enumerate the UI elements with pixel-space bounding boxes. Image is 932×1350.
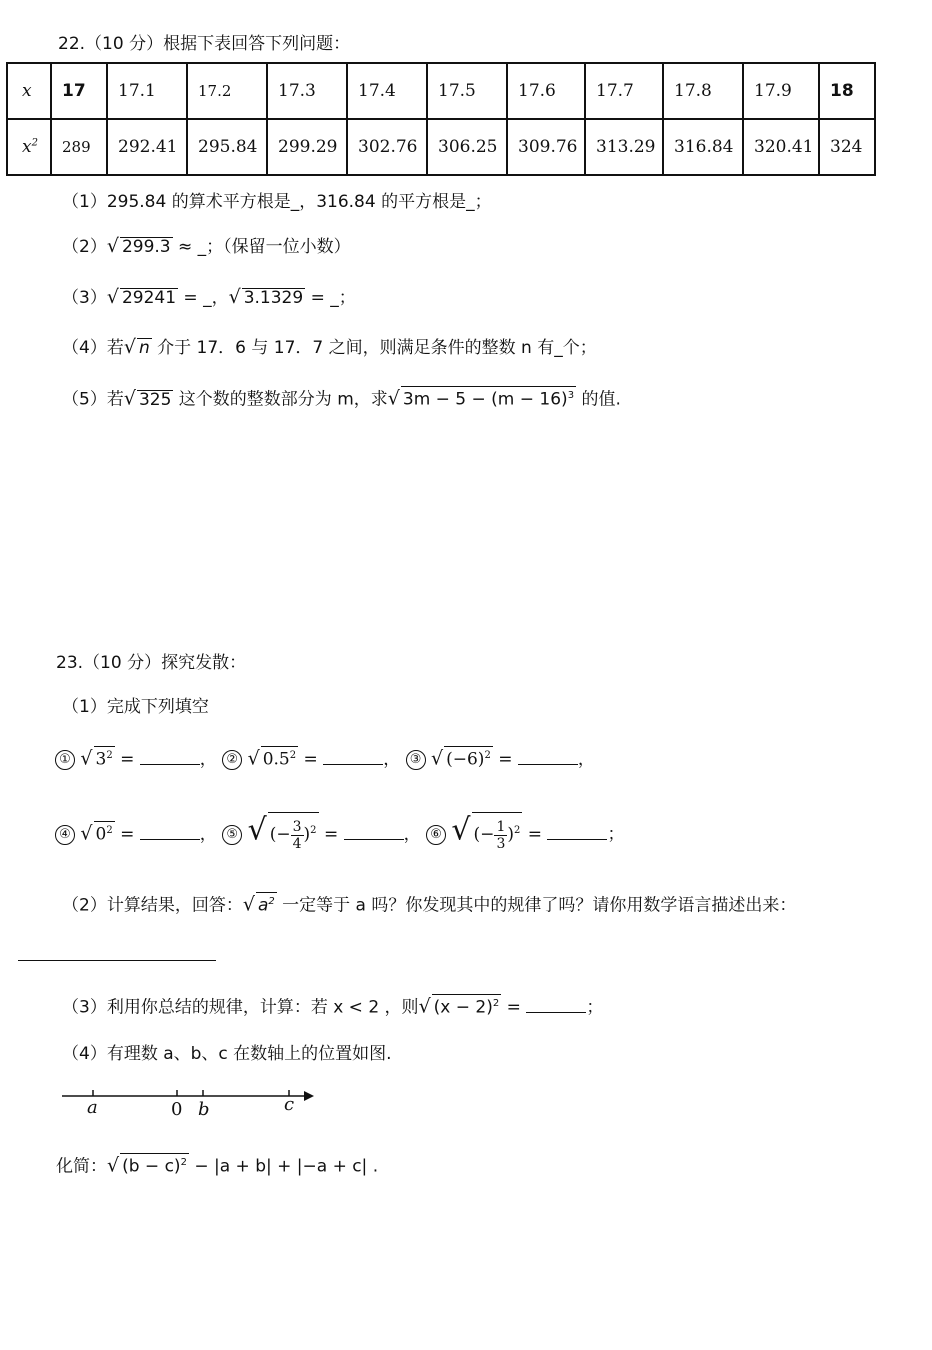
table-cell: 306.25 (427, 119, 507, 175)
q23-simplify: 化简：√ $(b - c)^2 - |a + b| + |-a + c|$ . (56, 1154, 379, 1177)
table-cell: 302.76 (347, 119, 427, 175)
radicand: $0^2$ (94, 821, 115, 844)
table-cell: 17.4 (347, 63, 427, 119)
answer-blank[interactable] (547, 825, 607, 840)
radicand: (− $\frac{3}{4}$ )$^2$ (268, 812, 319, 853)
answer-blank[interactable] (344, 825, 404, 840)
radicand: $(b - c)^2$ (120, 1153, 189, 1176)
table-cell: 17.5 (427, 63, 507, 119)
circled-number: ② (222, 750, 242, 770)
q23-part4: （4）有理数 a、b、c 在数轴上的位置如图. (62, 1044, 392, 1064)
table-cell: 17 (51, 63, 107, 119)
label-b: b (198, 1099, 210, 1120)
table-cell: 295.84 (187, 119, 267, 175)
table-cell: 289 (51, 119, 107, 175)
table-cell: 17.6 (507, 63, 585, 119)
table-row-x2 (7, 119, 875, 175)
table-cell: 292.41 (107, 119, 187, 175)
label-zero: 0 (171, 1099, 183, 1120)
radicand: $(x - 2)^2$ (432, 994, 502, 1017)
answer-blank[interactable] (518, 750, 578, 765)
table-cell: 17.2 (187, 63, 267, 119)
table-cell: 17.7 (585, 63, 663, 119)
table-cell: 309.76 (507, 119, 585, 175)
circled-number: ⑥ (426, 825, 446, 845)
radicand: 299.3 (121, 237, 171, 257)
number-line (60, 1084, 322, 1124)
radicand: 29241 (121, 288, 177, 308)
arrow-right-icon (304, 1091, 314, 1101)
circled-number: ④ (55, 825, 75, 845)
answer-blank[interactable] (140, 750, 200, 765)
q22-heading: 22.（10 分）根据下表回答下列问题： (58, 34, 351, 54)
circled-number: ③ (406, 750, 426, 770)
answer-blank[interactable] (140, 825, 200, 840)
q22-part5: （5）若√ 325 这个数的整数部分为 m，求√ $3m - 5 - (m - 16)^3$ 的值. (62, 387, 621, 410)
answer-blank[interactable] (526, 998, 586, 1013)
x-header: x (7, 63, 51, 119)
label-c: c (284, 1094, 295, 1115)
radicand: 3.1329 (243, 288, 304, 308)
table-cell: 313.29 (585, 119, 663, 175)
radicand: 325 (138, 389, 172, 410)
q23-part1: （1）完成下列填空 (62, 697, 209, 717)
squares-table (6, 62, 876, 176)
table-cell: 320.41 (743, 119, 819, 175)
q22-part2: （2）√ 299.3 ≈ _；（保留一位小数） (62, 235, 351, 257)
table-cell: 17.3 (267, 63, 347, 119)
table-cell: 17.8 (663, 63, 743, 119)
answer-line[interactable] (18, 960, 216, 961)
q22-part1: （1）295.84 的算术平方根是_，316.84 的平方根是_； (62, 192, 492, 212)
radicand: $a^2$ (256, 892, 277, 915)
radicand: $0.5^2$ (261, 746, 298, 769)
table-cell: 17.1 (107, 63, 187, 119)
table-row-x (7, 63, 875, 119)
q23-part2: （2）计算结果，回答：√ $a^2$ 一定等于 a 吗？你发现其中的规律了吗？请你用数学语言描述出来： (62, 893, 797, 916)
q23-row2: ④ √ $0^2$ = ， ⑤ √ (− $\frac{3}{4}$ )$^2$ = ， ⑥ √ (− $\frac{1}{3}$ )$^2$ = ； (55, 812, 624, 853)
table-cell: 299.29 (267, 119, 347, 175)
q23-row1: ① √ $3^2$ = ， ② √ $0.5^2$ = ， ③ √ $(-6)^2$ = ， (55, 746, 595, 770)
x2-header: $x^2$ (7, 119, 51, 175)
label-a: a (87, 1097, 98, 1118)
circled-number: ① (55, 750, 75, 770)
q23-heading: 23.（10 分）探究发散： (56, 653, 247, 673)
table-cell: 17.9 (743, 63, 819, 119)
table-cell: 316.84 (663, 119, 743, 175)
radicand: $3m - 5 - (m - 16)^3$ (401, 386, 576, 409)
radicand: $3^2$ (94, 746, 115, 769)
answer-blank[interactable] (323, 750, 383, 765)
circled-number: ⑤ (222, 825, 242, 845)
radicand: n (138, 338, 150, 358)
q22-part3: （3）√ 29241 = _，√ 3.1329 = _； (62, 286, 356, 308)
radicand: (− $\frac{1}{3}$ )$^2$ (472, 812, 523, 853)
table-cell: 18 (819, 63, 875, 119)
q22-part4: （4）若√ n 介于 17．6 与 17．7 之间，则满足条件的整数 n 有_个； (62, 336, 597, 358)
q23-part3: （3）利用你总结的规律，计算：若 x < 2 ，则√ $(x - 2)^2$ = ； (62, 995, 604, 1018)
radicand: $(-6)^2$ (444, 746, 493, 769)
table-cell: 324 (819, 119, 875, 175)
